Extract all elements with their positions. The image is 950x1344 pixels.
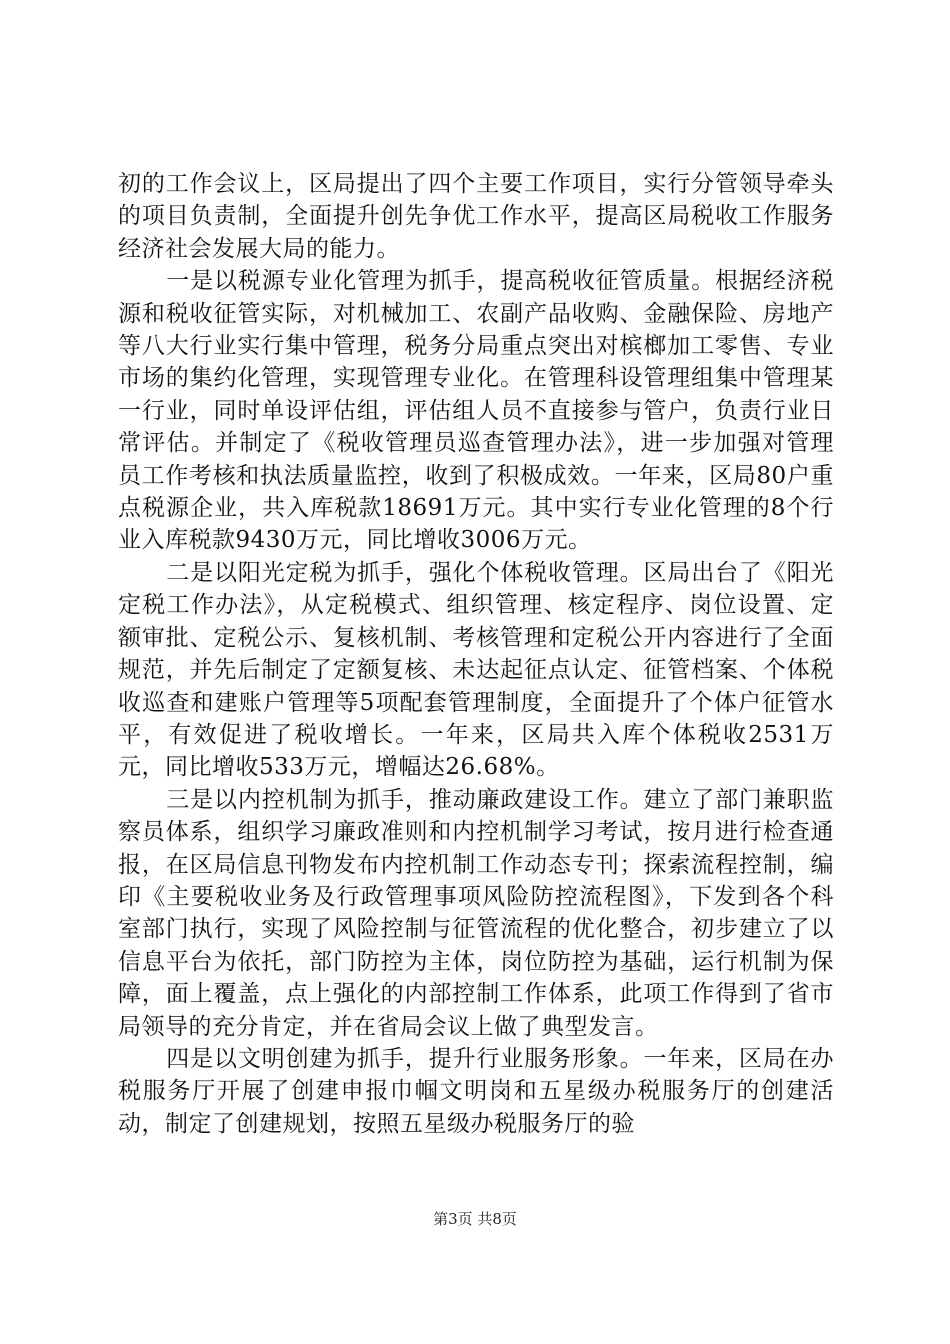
paragraph-civilization-building: 四是以文明创建为抓手，提升行业服务形象。一年来，区局在办税服务厅开展了创建申报巾帼文明岗和五星级办税服务厅的创建活动，制定了创建规划，按照五星级办税服务厅的验 — [118, 1045, 834, 1137]
paragraph-continuation: 初的工作会议上，区局提出了四个主要工作项目，实行分管领导牵头的项目负责制，全面提升创先争优工作水平，提高区局税收工作服务经济社会发展大局的能力。 — [118, 171, 834, 262]
paragraph-sunshine-tax-assessment: 二是以阳光定税为抓手，强化个体税收管理。区局出台了《阳光定税工作办法》，从定税模式、组织管理、核定程序、岗位设置、定额审批、定税公示、复核机制、考核管理和定税公开内容进行了全面规范，并先后制定了定额复核、未达起征点认定、征管档案、个体税收巡查和建账户管理等5项配套管理制度，全面提升了个体户征管水平，有效促进了税收增长。一年来，区局共入库个体税收2531万元，同比增收533万元，增幅达26.68%。 — [118, 559, 834, 781]
paragraph-internal-control: 三是以内控机制为抓手，推动廉政建设工作。建立了部门兼职监察员体系，组织学习廉政准则和内控机制学习考试，按月进行检查通报，在区局信息刊物发布内控机制工作动态专刊；探索流程控制，编印《主要税收业务及行政管理事项风险防控流程图》，下发到各个科室部门执行，实现了风险控制与征管流程的优化整合，初步建立了以信息平台为依托，部门防控为主体，岗位防控为基础，运行机制为保障，面上覆盖，点上强化的内部控制工作体系，此项工作得到了省市局领导的充分肯定，并在省局会议上做了典型发言。 — [118, 786, 834, 1040]
paragraph-tax-source-management: 一是以税源专业化管理为抓手，提高税收征管质量。根据经济税源和税收征管实际，对机械加工、农副产品收购、金融保险、房地产等八大行业实行集中管理，税务分局重点突出对槟榔加工零售、专业市场的集约化管理，实现管理专业化。在管理科设管理组集中管理某一行业，同时单设评估组，评估组人员不直接参与管户，负责行业日常评估。并制定了《税收管理员巡查管理办法》，进一步加强对管理员工作考核和执法质量监控，收到了积极成效。一年来，区局80户重点税源企业，共入库税款18691万元。其中实行专业化管理的8个行业入库税款9430万元，同比增收3006万元。 — [118, 268, 834, 554]
document-body — [118, 168, 834, 1140]
page-footer: 第3页 共8页 — [433, 1210, 517, 1228]
